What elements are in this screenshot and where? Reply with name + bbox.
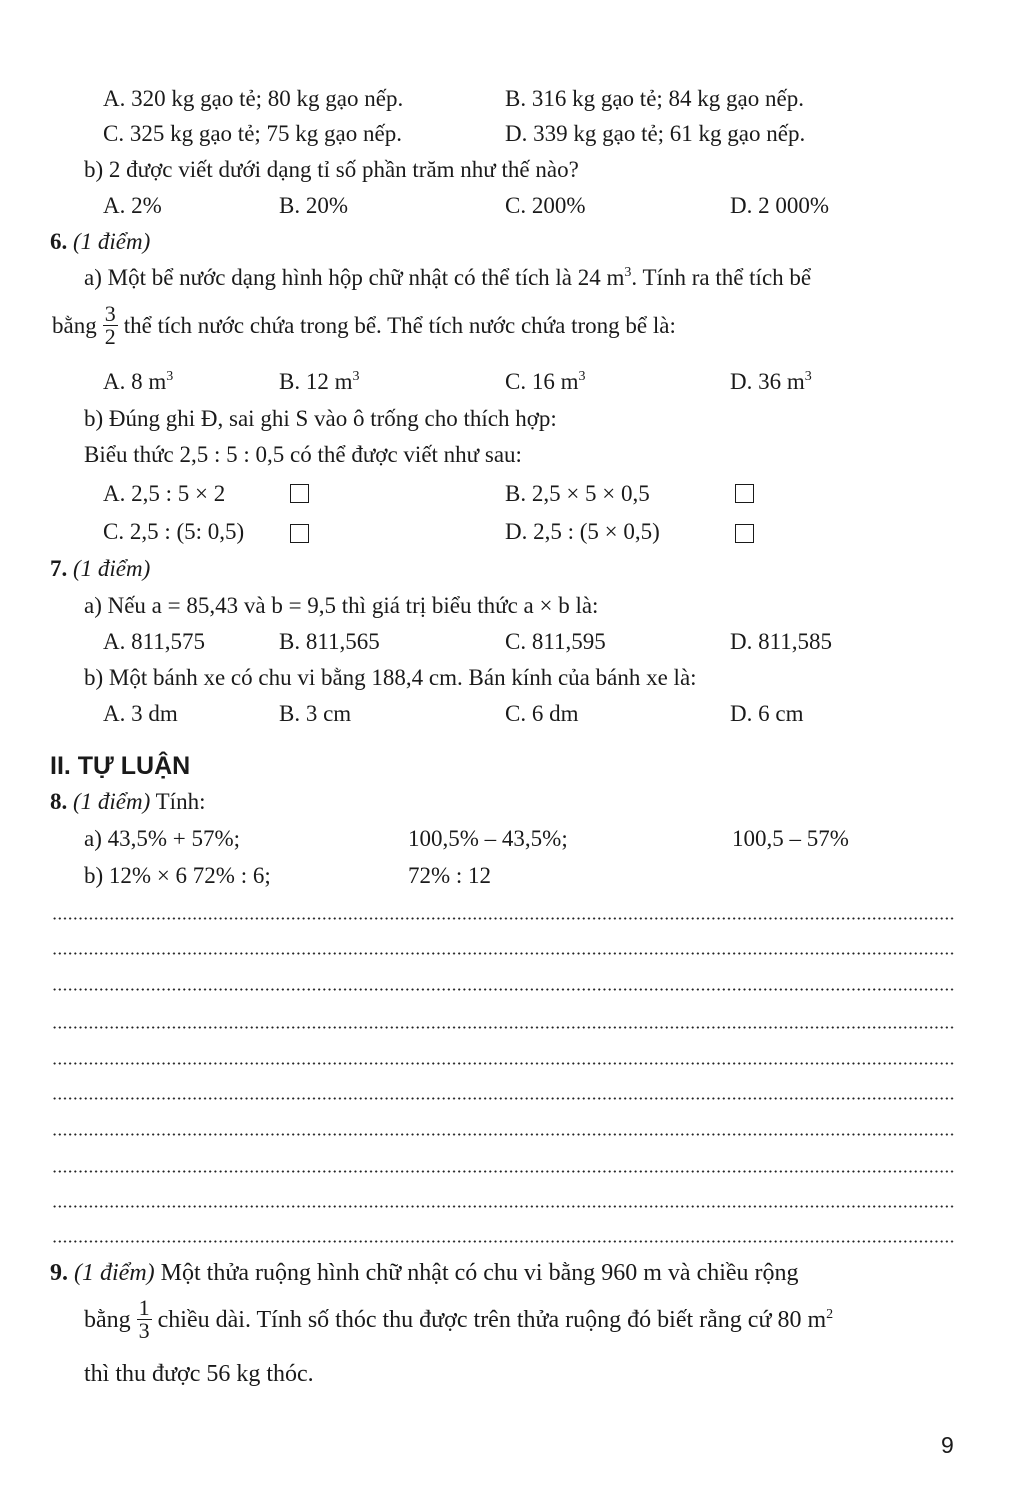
fraction-numerator: 3 xyxy=(104,301,116,327)
q7-b-option-b: B. 3 cm xyxy=(279,701,352,726)
q9-line1 xyxy=(50,1258,799,1288)
answer-line[interactable] xyxy=(52,988,956,991)
q5-b-option-d: D. 2 000% xyxy=(730,193,830,218)
fraction-numerator: 1 xyxy=(138,1294,150,1320)
q6-a-prompt xyxy=(84,264,811,292)
fraction-denominator: 2 xyxy=(104,324,116,350)
q7-b-option-d: D. 6 cm xyxy=(730,701,804,726)
q5-b-option-a: A. 2% xyxy=(103,193,162,218)
answer-line[interactable] xyxy=(52,1170,956,1173)
q8-a-expr-1: a) 43,5% + 57%; xyxy=(84,826,241,851)
q6-a-line2-pre: bằng xyxy=(52,313,97,338)
option-text: A. 8 m xyxy=(103,369,167,394)
answer-line[interactable] xyxy=(52,917,956,920)
q9-line2-pre: bằng xyxy=(84,1307,131,1333)
q7-a-option-c: C. 811,595 xyxy=(505,629,606,654)
q6-a-prompt-text-2: . Tính ra thể tích bể xyxy=(631,265,812,290)
fraction-1-over-3 xyxy=(137,1294,152,1343)
q6-points: (1 điểm) xyxy=(73,229,151,254)
q6-b-option-a: A. 2,5 : 5 × 2 xyxy=(103,481,226,506)
answer-line[interactable] xyxy=(52,1026,956,1029)
option-text: B. 12 m xyxy=(279,369,353,394)
answer-checkbox-d[interactable] xyxy=(735,524,754,543)
q9-line2-sup: 2 xyxy=(826,1307,834,1322)
q7-a-option-a: A. 811,575 xyxy=(103,629,206,654)
q6-b-option-c: C. 2,5 : (5: 0,5) xyxy=(103,519,245,544)
q5-b-option-b: B. 20% xyxy=(279,193,348,218)
q9-points: (1 điểm) xyxy=(74,1260,155,1286)
option-sup: 3 xyxy=(352,369,360,384)
q6-a-option-c xyxy=(505,368,585,396)
q6-b-option-b: B. 2,5 × 5 × 0,5 xyxy=(505,481,650,506)
q6-a-prompt-text: a) Một bể nước dạng hình hộp chữ nhật có thể tích là 24 m xyxy=(84,265,625,290)
q8-a-expr-3: 100,5 – 57% xyxy=(732,826,849,851)
q9-line3: thì thu được 56 kg thóc. xyxy=(84,1361,314,1387)
q6-number: 6. xyxy=(50,229,68,254)
answer-line[interactable] xyxy=(52,952,956,955)
q8-b-expr-1: b) 12% × 6 72% : 6; xyxy=(84,863,271,888)
q7-header xyxy=(50,555,150,583)
answer-line[interactable] xyxy=(52,1133,956,1136)
q7-a-prompt: a) Nếu a = 85,43 và b = 9,5 thì giá trị biểu thức a × b là: xyxy=(84,593,599,618)
q9-number: 9. xyxy=(50,1260,68,1286)
answer-checkbox-c[interactable] xyxy=(290,524,309,543)
q7-points: (1 điểm) xyxy=(73,556,151,581)
option-sup: 3 xyxy=(804,369,812,384)
answer-line[interactable] xyxy=(52,1062,956,1065)
option-sup: 3 xyxy=(166,369,174,384)
fraction-3-over-2 xyxy=(103,303,118,348)
answer-line[interactable] xyxy=(52,1240,956,1243)
q6-a-line2-post: thể tích nước chứa trong bể. Thể tích nước chứa trong bể là: xyxy=(123,313,676,338)
q7-b-option-a: A. 3 dm xyxy=(103,701,178,726)
q8-b-expr-2: 72% : 12 xyxy=(408,863,492,888)
q5-option-d: D. 339 kg gạo tẻ; 61 kg gạo nếp. xyxy=(505,121,806,146)
q9-text-1: Một thửa ruộng hình chữ nhật có chu vi bằng 960 m và chiều rộng xyxy=(160,1260,799,1286)
answer-line[interactable] xyxy=(52,1205,956,1208)
q6-b-expression: Biểu thức 2,5 : 5 : 0,5 có thể được viết như sau: xyxy=(84,442,522,467)
q8-header xyxy=(50,788,205,816)
q7-a-option-d: D. 811,585 xyxy=(730,629,833,654)
answer-line[interactable] xyxy=(52,1097,956,1100)
q6-a-prompt-sup: 3 xyxy=(624,265,632,280)
q5-option-b: B. 316 kg gạo tẻ; 84 kg gạo nếp. xyxy=(505,86,804,111)
q5-b-option-c: C. 200% xyxy=(505,193,586,218)
q6-b-option-d: D. 2,5 : (5 × 0,5) xyxy=(505,519,660,544)
page-number: 9 xyxy=(941,1432,954,1458)
q6-a-option-a xyxy=(103,368,173,396)
q8-a-expr-2: 100,5% – 43,5%; xyxy=(408,826,568,851)
q9-line2 xyxy=(84,1292,833,1348)
q6-header xyxy=(50,228,150,256)
section-heading: II. TỰ LUẬN xyxy=(50,752,191,780)
q6-b-prompt: b) Đúng ghi Đ, sai ghi S vào ô trống cho thích hợp: xyxy=(84,406,557,431)
q8-number: 8. xyxy=(50,789,68,814)
option-sup: 3 xyxy=(578,369,586,384)
q6-a-line2 xyxy=(52,298,676,354)
q5-option-a: A. 320 kg gạo tẻ; 80 kg gạo nếp. xyxy=(103,86,404,111)
q8-label: Tính: xyxy=(155,789,206,814)
q7-b-option-c: C. 6 dm xyxy=(505,701,579,726)
q6-a-option-b xyxy=(279,368,359,396)
q7-b-prompt: b) Một bánh xe có chu vi bằng 188,4 cm. Bán kính của bánh xe là: xyxy=(84,665,697,690)
answer-checkbox-b[interactable] xyxy=(735,484,754,503)
answer-checkbox-a[interactable] xyxy=(290,484,309,503)
q7-number: 7. xyxy=(50,556,68,581)
q9-line2-post: chiều dài. Tính số thóc thu được trên thửa ruộng đó biết rằng cứ 80 m xyxy=(157,1307,827,1333)
q6-a-option-d xyxy=(730,368,812,396)
q8-points: (1 điểm) xyxy=(73,789,151,814)
q5-b-prompt: b) 2 được viết dưới dạng tỉ số phần trăm như thế nào? xyxy=(84,157,579,182)
q7-a-option-b: B. 811,565 xyxy=(279,629,380,654)
option-text: C. 16 m xyxy=(505,369,579,394)
option-text: D. 36 m xyxy=(730,369,805,394)
fraction-denominator: 3 xyxy=(138,1317,150,1343)
q5-option-c: C. 325 kg gạo tẻ; 75 kg gạo nếp. xyxy=(103,121,402,146)
